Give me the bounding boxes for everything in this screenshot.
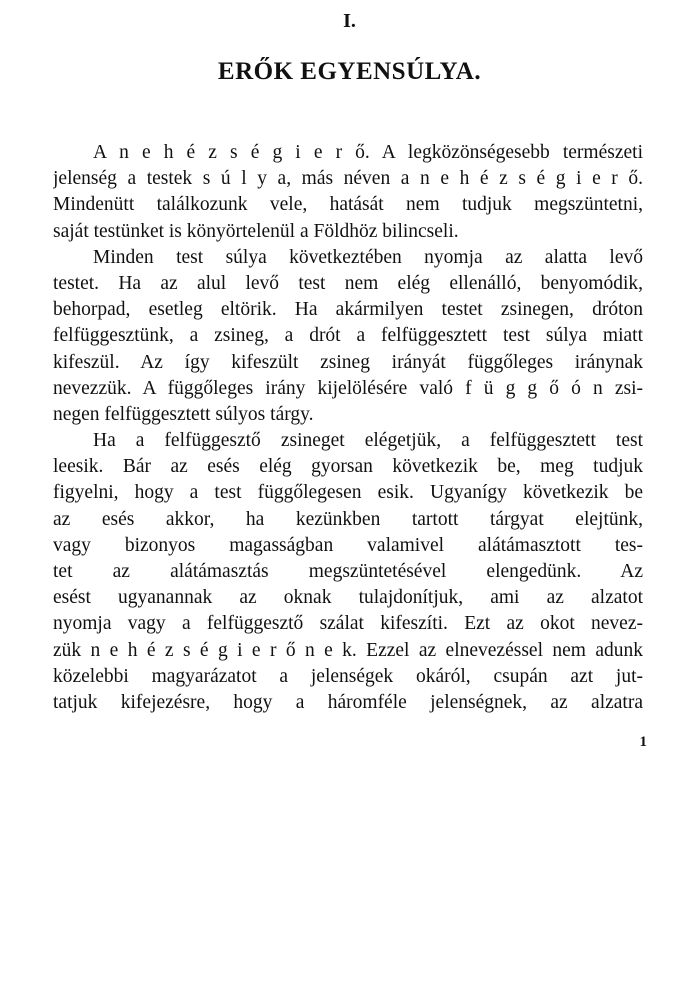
text-line: zük n e h é z s é g i e r ő n e k. Ezzel az elnevezéssel nem adunk [53,639,643,661]
text-line: esést ugyanannak az oknak tulajdonítjuk, ami az alzatot [53,587,643,609]
text-line: saját testünket is könyörtelenül a Földhöz bilincseli. [53,220,459,242]
body-text [53,140,643,716]
text-line: leesik. Bár az esés elég gyorsan következik be, meg tudjuk [53,456,643,478]
chapter-number: I. [343,10,356,32]
text-line: jelenség a testek s ú l y a, más néven a n e h é z s é g i e r ő. [53,168,643,190]
text-line: tet az alátámasztás megszüntetésével elengedünk. Az [53,561,643,582]
text-line: Ha a felfüggesztő zsineget elégetjük, a felfüggesztett test [93,430,643,452]
text-line: nevezzük. A függőleges irány kijelölésére való f ü g g ő ó n zsi- [53,377,643,399]
text-line: Minden test súlya következtében nyomja az alatta levő [93,246,643,268]
text-line: felfüggesztünk, a zsineg, a drót a felfüggesztett test súlya miatt [53,325,643,347]
text-line: az esés akkor, ha kezünkben tartott tárgyat elejtünk, [53,508,643,530]
text-line: vagy bizonyos magasságban valamivel alátámasztott tes- [53,534,643,556]
text-line: közelebbi magyarázatot a jelenségek okáról, csupán azt jut- [53,665,643,687]
text-line: figyelni, hogy a test függőlegesen esik. Ugyanígy következik be [53,482,643,504]
text-line: A n e h é z s é g i e r ő. A legközönségesebb természeti [93,142,643,163]
text-line: kifeszül. Az így kifeszült zsineg irányát függőleges iránynak [53,351,643,373]
text-line: testet. Ha az alul levő test nem elég ellenálló, benyomódik, [53,272,643,294]
text-line: behorpad, esetleg eltörik. Ha akármilyen testet zsinegen, dróton [53,299,643,321]
text-line: nyomja vagy a felfüggesztő szálat kifeszíti. Ezt az okot nevez- [53,613,643,635]
page-number: 1 [639,734,647,750]
text-line: negen felfüggesztett súlyos tárgy. [53,403,314,425]
text-line: tatjuk kifejezésre, hogy a háromféle jelenségnek, az alzatra [53,691,643,713]
chapter-title: ERŐK EGYENSÚLYA. [217,58,482,85]
text-line: Mindenütt találkozunk vele, hatását nem tudjuk megszüntetni, [53,194,643,216]
